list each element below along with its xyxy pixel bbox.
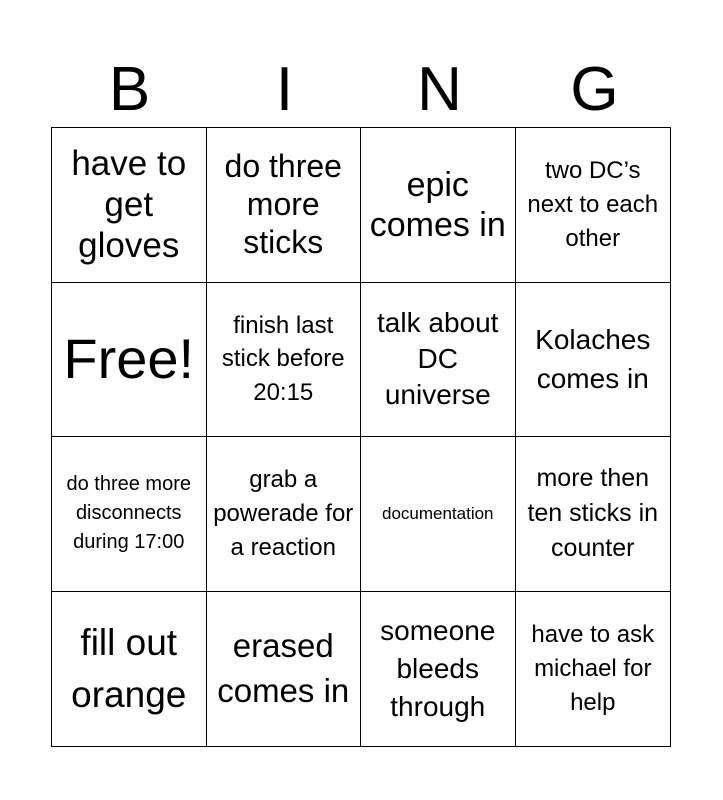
- bingo-cell[interactable]: [207, 128, 362, 283]
- bingo-cell[interactable]: [516, 592, 671, 747]
- bingo-header: [52, 52, 672, 128]
- bingo-cell[interactable]: [361, 437, 516, 592]
- header-letter-n: N: [417, 55, 462, 124]
- bingo-cell[interactable]: [52, 128, 207, 283]
- bingo-cell[interactable]: [361, 283, 516, 438]
- bingo-cell[interactable]: [516, 283, 671, 438]
- bingo-cell[interactable]: [207, 592, 362, 747]
- bingo-cell[interactable]: [361, 128, 516, 283]
- cell-text: Free!: [63, 327, 195, 391]
- bingo-cell[interactable]: [207, 283, 362, 438]
- bingo-cell[interactable]: [516, 128, 671, 283]
- cell-text: someone bleeds through: [380, 615, 496, 722]
- header-letter-g: G: [570, 55, 619, 124]
- bingo-grid: [51, 127, 671, 747]
- cell-text: fill out orange: [71, 621, 187, 715]
- bingo-cell-free[interactable]: [52, 283, 207, 438]
- bingo-cell[interactable]: [516, 437, 671, 592]
- cell-text: have to ask michael for help: [531, 621, 655, 716]
- cell-text: erased comes in: [217, 627, 350, 709]
- header-letter-i: I: [275, 55, 294, 124]
- cell-text: finish last stick before 20:15: [221, 311, 345, 407]
- cell-text: epic comes in: [369, 165, 506, 244]
- cell-text: grab a powerade for a reaction: [213, 466, 354, 561]
- cell-text: Kolaches comes in: [535, 324, 651, 395]
- bingo-cell[interactable]: [207, 437, 362, 592]
- cell-text: more then ten sticks in counter: [527, 464, 659, 563]
- cell-text: do three more sticks: [224, 148, 342, 260]
- cell-text: do three more disconnects during 17:00: [66, 473, 191, 554]
- bingo-cell[interactable]: [361, 592, 516, 747]
- header-letter-b: B: [108, 55, 151, 124]
- cell-text: documentation: [381, 503, 494, 523]
- bingo-cell[interactable]: [52, 437, 207, 592]
- cell-text: have to get gloves: [71, 143, 187, 266]
- bingo-cell[interactable]: [52, 592, 207, 747]
- cell-text: two DC’s next to each other: [527, 157, 659, 252]
- cell-text: talk about DC universe: [377, 306, 499, 411]
